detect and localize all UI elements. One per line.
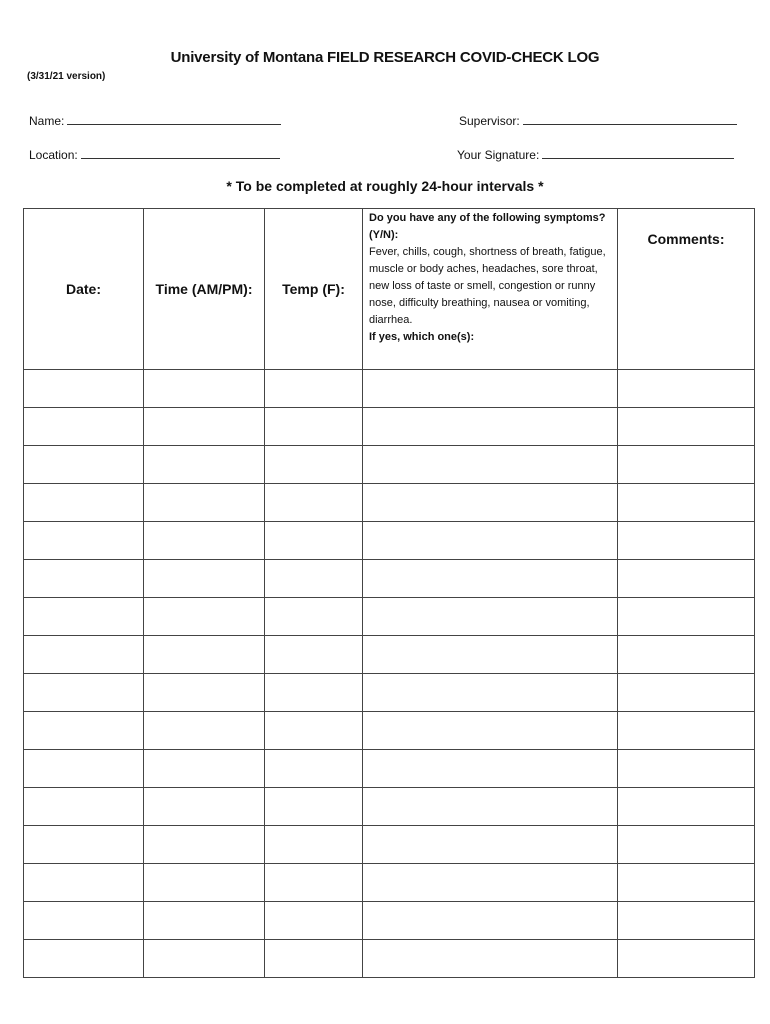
comments-cell[interactable] — [618, 636, 755, 674]
signature-label: Your Signature: — [457, 148, 540, 162]
table-row — [24, 826, 755, 864]
table-row — [24, 446, 755, 484]
symptoms-cell[interactable] — [363, 598, 618, 636]
date-cell[interactable] — [24, 484, 144, 522]
table-row — [24, 408, 755, 446]
time-cell[interactable] — [144, 446, 265, 484]
name-field[interactable] — [29, 113, 281, 128]
comments-cell[interactable] — [618, 864, 755, 902]
time-cell[interactable] — [144, 864, 265, 902]
table-row — [24, 560, 755, 598]
time-cell[interactable] — [144, 370, 265, 408]
time-cell[interactable] — [144, 484, 265, 522]
location-label: Location: — [29, 148, 78, 162]
temp-cell[interactable] — [265, 408, 363, 446]
date-cell[interactable] — [24, 902, 144, 940]
symptoms-list: Fever, chills, cough, shortness of breath, fatigue, muscle or body aches, headaches, sore throat, new loss of taste or smell, congestion or runny nose, difficulty breathing, nausea or vomiting, diarrhea. — [369, 246, 606, 326]
signature-blank-line[interactable] — [542, 147, 734, 159]
symptoms-cell[interactable] — [363, 560, 618, 598]
comments-cell[interactable] — [618, 712, 755, 750]
temp-cell[interactable] — [265, 560, 363, 598]
supervisor-blank-line[interactable] — [523, 113, 737, 125]
date-cell[interactable] — [24, 522, 144, 560]
symptoms-cell[interactable] — [363, 484, 618, 522]
temp-cell[interactable] — [265, 864, 363, 902]
location-field[interactable] — [29, 147, 280, 162]
date-cell[interactable] — [24, 370, 144, 408]
time-cell[interactable] — [144, 674, 265, 712]
temp-cell[interactable] — [265, 522, 363, 560]
symptoms-cell[interactable] — [363, 902, 618, 940]
comments-cell[interactable] — [618, 446, 755, 484]
date-cell[interactable] — [24, 446, 144, 484]
temp-cell[interactable] — [265, 788, 363, 826]
comments-cell[interactable] — [618, 750, 755, 788]
form-version: (3/31/21 version) — [27, 71, 106, 82]
name-blank-line[interactable] — [67, 113, 281, 125]
temp-cell[interactable] — [265, 674, 363, 712]
date-cell[interactable] — [24, 674, 144, 712]
signature-field[interactable] — [457, 147, 734, 162]
time-cell[interactable] — [144, 750, 265, 788]
symptoms-cell[interactable] — [363, 864, 618, 902]
symptoms-cell[interactable] — [363, 446, 618, 484]
date-cell[interactable] — [24, 598, 144, 636]
symptoms-cell[interactable] — [363, 712, 618, 750]
symptoms-cell[interactable] — [363, 522, 618, 560]
comments-cell[interactable] — [618, 788, 755, 826]
symptoms-cell[interactable] — [363, 408, 618, 446]
temp-cell[interactable] — [265, 940, 363, 978]
temp-cell[interactable] — [265, 826, 363, 864]
time-column-header: Time (AM/PM): — [144, 209, 265, 370]
comments-cell[interactable] — [618, 408, 755, 446]
table-row — [24, 940, 755, 978]
date-cell[interactable] — [24, 788, 144, 826]
supervisor-field[interactable] — [459, 113, 737, 128]
comments-cell[interactable] — [618, 560, 755, 598]
time-cell[interactable] — [144, 902, 265, 940]
table-row — [24, 522, 755, 560]
comments-cell[interactable] — [618, 522, 755, 560]
time-cell[interactable] — [144, 636, 265, 674]
date-cell[interactable] — [24, 826, 144, 864]
temp-cell[interactable] — [265, 484, 363, 522]
temp-cell[interactable] — [265, 636, 363, 674]
comments-cell[interactable] — [618, 370, 755, 408]
time-cell[interactable] — [144, 560, 265, 598]
log-table-body — [24, 370, 755, 978]
symptoms-question: Do you have any of the following symptoms? (Y/N): — [369, 212, 606, 241]
date-cell[interactable] — [24, 864, 144, 902]
time-cell[interactable] — [144, 940, 265, 978]
table-row — [24, 788, 755, 826]
time-cell[interactable] — [144, 598, 265, 636]
date-cell[interactable] — [24, 408, 144, 446]
table-row — [24, 636, 755, 674]
symptoms-cell[interactable] — [363, 370, 618, 408]
symptoms-cell[interactable] — [363, 788, 618, 826]
symptoms-cell[interactable] — [363, 940, 618, 978]
supervisor-label: Supervisor: — [459, 114, 520, 128]
date-cell[interactable] — [24, 750, 144, 788]
time-cell[interactable] — [144, 788, 265, 826]
name-label: Name: — [29, 114, 65, 128]
date-cell[interactable] — [24, 560, 144, 598]
table-row — [24, 484, 755, 522]
symptoms-followup: If yes, which one(s): — [369, 331, 475, 343]
comments-cell[interactable] — [618, 902, 755, 940]
temp-cell[interactable] — [265, 446, 363, 484]
temp-cell[interactable] — [265, 750, 363, 788]
comments-column-header: Comments: — [618, 209, 755, 370]
table-row — [24, 598, 755, 636]
comments-cell[interactable] — [618, 484, 755, 522]
comments-cell[interactable] — [618, 940, 755, 978]
interval-note: * To be completed at roughly 24-hour intervals * — [226, 178, 544, 194]
time-cell[interactable] — [144, 522, 265, 560]
table-header-row — [24, 209, 755, 370]
date-column-header: Date: — [24, 209, 144, 370]
table-row — [24, 864, 755, 902]
symptoms-cell[interactable] — [363, 750, 618, 788]
temp-cell[interactable] — [265, 598, 363, 636]
date-cell[interactable] — [24, 712, 144, 750]
symptoms-column-header — [363, 209, 618, 370]
form-title: University of Montana FIELD RESEARCH COVID-CHECK LOG — [170, 49, 600, 66]
table-row — [24, 674, 755, 712]
covid-check-log-table — [23, 208, 755, 978]
comments-cell[interactable] — [618, 674, 755, 712]
location-blank-line[interactable] — [81, 147, 280, 159]
temp-cell[interactable] — [265, 370, 363, 408]
table-row — [24, 750, 755, 788]
comments-cell[interactable] — [618, 826, 755, 864]
comments-cell[interactable] — [618, 598, 755, 636]
symptoms-cell[interactable] — [363, 674, 618, 712]
time-cell[interactable] — [144, 826, 265, 864]
time-cell[interactable] — [144, 712, 265, 750]
temp-cell[interactable] — [265, 712, 363, 750]
table-row — [24, 370, 755, 408]
table-row — [24, 902, 755, 940]
table-row — [24, 712, 755, 750]
temp-column-header: Temp (F): — [265, 209, 363, 370]
symptoms-cell[interactable] — [363, 826, 618, 864]
date-cell[interactable] — [24, 636, 144, 674]
symptoms-cell[interactable] — [363, 636, 618, 674]
temp-cell[interactable] — [265, 902, 363, 940]
date-cell[interactable] — [24, 940, 144, 978]
time-cell[interactable] — [144, 408, 265, 446]
